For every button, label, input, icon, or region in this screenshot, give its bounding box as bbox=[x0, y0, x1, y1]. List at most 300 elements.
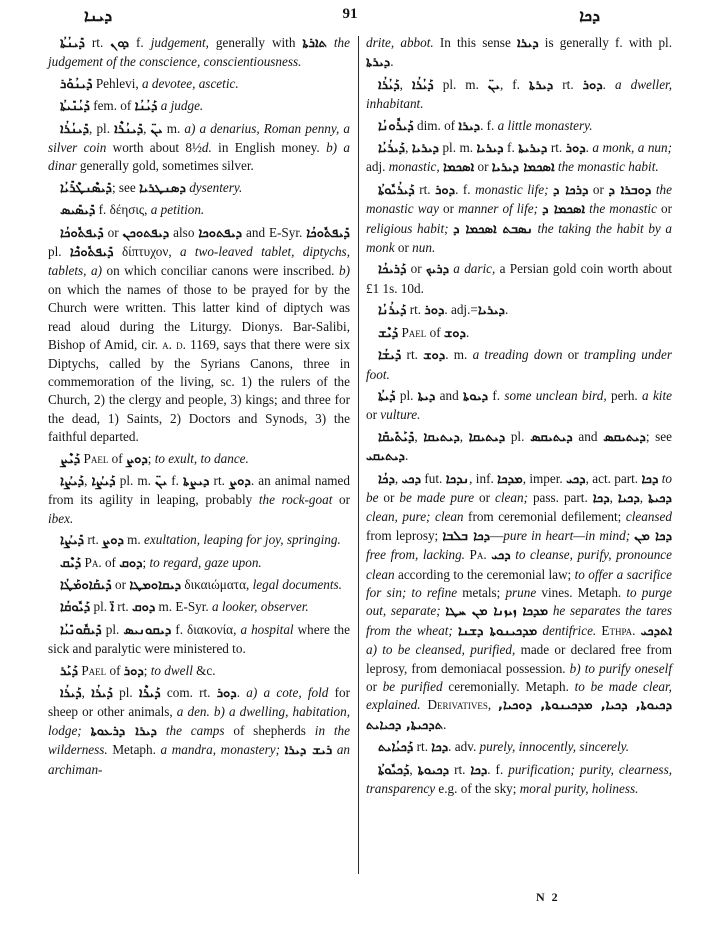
italic-gloss: pure in heart—in mind; bbox=[503, 527, 631, 543]
entry-text: . bbox=[602, 76, 615, 92]
entry-text: vines. Metaph. bbox=[536, 584, 627, 600]
italic-gloss: trampling under foot. bbox=[366, 347, 672, 382]
dictionary-entry bbox=[48, 120, 350, 176]
syriac-word: ܕܘܒܪܐ ܕ bbox=[608, 182, 652, 198]
syriac-word: ܕܝܬܝܩܣ bbox=[530, 429, 573, 445]
italic-gloss: a looker, observer. bbox=[212, 599, 309, 615]
entry-text: , act. part. bbox=[585, 470, 642, 486]
italic-gloss: to regard, gaze upon. bbox=[149, 554, 262, 570]
italic-gloss: a petition. bbox=[150, 202, 205, 218]
syriac-word: ܐܣܟܡܐ ܕ bbox=[542, 202, 586, 218]
italic-gloss: to dwell bbox=[150, 662, 193, 678]
syriac-word: ܕܟܐ bbox=[592, 490, 610, 506]
dictionary-entry bbox=[366, 181, 672, 258]
italic-gloss: dysentery. bbox=[185, 179, 243, 195]
entry-text: , bbox=[409, 761, 418, 777]
syriac-word: ܕܰܝܪܳܝܽܘܬܳܐ bbox=[378, 182, 415, 198]
italic-gloss: the camps bbox=[156, 722, 225, 738]
syriac-word: ܕܰܝܪܳܐ bbox=[91, 686, 113, 701]
entry-text: δίπτυχον, bbox=[113, 244, 180, 260]
syriac-word: ܕܰܝܨܳܐ bbox=[91, 473, 116, 489]
syriac-word: ܕܟܝܘܬܐ bbox=[417, 762, 450, 778]
syriac-word: ܡܕܟܐ bbox=[497, 471, 523, 487]
dictionary-entry bbox=[366, 470, 672, 736]
syriac-word: ܝܢ̈ bbox=[487, 77, 500, 93]
entry-text: on which conciliar canons were inscribed. bbox=[101, 263, 339, 279]
entry-text: or bbox=[474, 489, 496, 505]
italic-gloss: a) to be cleansed, purified, bbox=[366, 642, 516, 658]
syriac-word: ܕܺܝܢܳܬܳܐ bbox=[60, 36, 85, 51]
italic-gloss: he separates the tares from the wheat; bbox=[366, 603, 672, 638]
left-running-head: ܕܝܢܐ bbox=[84, 6, 113, 25]
entry-text: rt. bbox=[414, 181, 436, 197]
entry-text: according to the ceremonial law; bbox=[394, 566, 575, 582]
syriac-word: ܕܝܪܬܐ bbox=[529, 77, 554, 93]
italic-gloss: a monk, a nun; bbox=[592, 140, 673, 156]
right-running-head: ܕܟܐ bbox=[579, 6, 600, 25]
entry-text: or bbox=[366, 679, 383, 694]
entry-text: . f. bbox=[487, 761, 509, 777]
syriac-word: ܕܟܳܐ bbox=[378, 471, 395, 487]
syriac-word: ܕܝܬܝܩܐ bbox=[423, 429, 460, 445]
syriac-word: ܕܺܝܫܳܐ bbox=[378, 348, 402, 364]
entry-text: where the sick and paralytic were ministered to. bbox=[48, 621, 350, 657]
small-caps-term: Derivatives, bbox=[427, 697, 492, 713]
entry-text: in English money. bbox=[211, 140, 327, 156]
dictionary-entry bbox=[366, 761, 672, 799]
small-caps-term: Ethpa. bbox=[601, 622, 636, 638]
syriac-word: ܕܰܝܶܨ bbox=[60, 451, 81, 467]
dictionary-entry bbox=[48, 531, 350, 550]
dictionary-entry bbox=[366, 738, 672, 757]
syriac-word: ܕܘܨ bbox=[229, 473, 251, 489]
syriac-word: ܕܟܝܬܐ bbox=[648, 490, 672, 506]
syriac-word: ܕܟܐ bbox=[641, 471, 659, 487]
italic-gloss: an archiman- bbox=[48, 742, 350, 777]
entry-text: or bbox=[103, 224, 123, 240]
italic-gloss: a den. b) a dwelling, habitation, lodge; bbox=[48, 704, 350, 738]
syriac-word: ܪܝܫ ܕܝܪܐ bbox=[284, 743, 333, 759]
italic-gloss: a little monastery. bbox=[497, 117, 593, 133]
syriac-word: ܕܝܬܐ bbox=[417, 388, 436, 404]
syriac-word: ܕܘܪ bbox=[582, 77, 603, 93]
entry-text: of bbox=[101, 554, 120, 570]
italic-gloss: purely, innocently, sincerely. bbox=[479, 739, 630, 755]
entry-text: f. δέησις, bbox=[95, 202, 151, 218]
syriac-word: ܕܺܝܢܳܘܰܪ bbox=[60, 76, 93, 92]
dictionary-entry bbox=[366, 301, 672, 320]
dictionary-entry bbox=[48, 179, 350, 198]
entry-text: or bbox=[406, 261, 426, 277]
syriac-word: ܐܬܕܟܝ bbox=[640, 623, 673, 639]
italic-gloss: religious habit; bbox=[366, 220, 449, 236]
entry-text: 1169, says that there were six Diptychs, called by the Syrians Canons, three in commemoration of the living, sc. 1) the rulers of the Church, 2) the clergy and people, 3) kings; and three for the dead, 1) Saints, 2) Doctors and Synods, 3) the faithful departed. bbox=[48, 337, 350, 445]
italic-gloss: monastic, bbox=[388, 159, 440, 175]
entry-text: , f. bbox=[499, 76, 529, 92]
dictionary-entry bbox=[366, 139, 672, 178]
syriac-word: ܕܰܝܪܽܘܢܳܐ bbox=[378, 118, 414, 134]
entry-text: pl. bbox=[505, 428, 531, 444]
italic-gloss: a devotee, ascetic. bbox=[141, 75, 239, 91]
syriac-word: ܝܢ̈ bbox=[155, 473, 168, 489]
entry-text: ; bbox=[143, 662, 151, 678]
syriac-word: ܕܝܪܐ ܕܪܥܘܬܐ bbox=[90, 723, 157, 739]
entry-text: or bbox=[438, 201, 459, 217]
entry-text: pl. bbox=[112, 685, 139, 700]
italic-gloss: clean bbox=[434, 509, 464, 525]
entry-text: or bbox=[378, 489, 400, 505]
entry-text: δικαιώματα, bbox=[181, 576, 253, 592]
syriac-word: ܕܺܝܰܬܺܝܩܺܐ bbox=[378, 429, 415, 445]
syriac-word: ܕܝܬܝܩܐ bbox=[468, 429, 506, 445]
italic-gloss: a) a cote, fold bbox=[246, 685, 329, 700]
dictionary-entry bbox=[366, 428, 672, 467]
syriac-word: ܕܰܝܪܳܐ bbox=[60, 686, 82, 701]
entry-text: made or declared free from leprosy, from demoniacal possession. bbox=[366, 642, 673, 676]
entry-text: rt. bbox=[114, 599, 132, 615]
syriac-word: ܕܺܝܣܺܝܣ bbox=[60, 203, 96, 219]
dictionary-entry bbox=[48, 576, 350, 595]
syriac-word: ܕܰܝܳܪܳܐ bbox=[412, 77, 434, 93]
syriac-word: ܐ̈ bbox=[110, 600, 114, 616]
syriac-word: ܝܢ̈ bbox=[150, 121, 163, 137]
italic-gloss: drite, abbot. bbox=[366, 35, 434, 50]
syriac-word: ܕܰܝܳܢܺܝܬܳܐ bbox=[60, 99, 90, 115]
entry-text: com. rt. bbox=[160, 685, 217, 700]
syriac-word: ܕܟܝ bbox=[566, 471, 586, 487]
right-column bbox=[366, 34, 672, 801]
dictionary-entry bbox=[366, 76, 672, 114]
entry-text: pl. m. bbox=[115, 472, 156, 488]
syriac-word: ܕܺܝܣܶܢܛܶܪܺܝܳܐ bbox=[60, 180, 112, 196]
dictionary-entry bbox=[48, 97, 350, 116]
syriac-word: ܕܪܝܟ bbox=[425, 262, 450, 278]
italic-gloss: legal documents. bbox=[252, 576, 342, 592]
syriac-word: ܕܰܝܽܘܩܳܐ bbox=[60, 600, 91, 616]
syriac-word: ܕܝܪܬܐ bbox=[366, 55, 391, 71]
entry-text: and bbox=[435, 387, 463, 403]
entry-text: rt. bbox=[84, 532, 103, 548]
italic-gloss: be purified bbox=[382, 679, 443, 694]
syriac-word: ܕܝܪܝܐ bbox=[477, 303, 505, 319]
entry-text: . bbox=[465, 324, 470, 340]
entry-text: pass. part. bbox=[527, 489, 593, 505]
entry-text: f. bbox=[167, 472, 184, 488]
dictionary-entry bbox=[48, 472, 350, 528]
entry-text: rt. bbox=[553, 76, 583, 92]
italic-gloss: manner of life; bbox=[458, 201, 539, 217]
syriac-word: ܕܰܝܪܶܐ bbox=[138, 686, 161, 701]
italic-gloss: a treading down bbox=[472, 347, 563, 363]
page-number: 91 bbox=[342, 6, 358, 22]
entry-text: . bbox=[504, 302, 509, 318]
entry-text: fut. bbox=[421, 470, 446, 486]
entry-text: pl. bbox=[101, 621, 124, 637]
small-caps-term: Pael bbox=[81, 662, 107, 678]
entry-text: or bbox=[562, 347, 584, 363]
italic-gloss: prune bbox=[505, 584, 537, 600]
entry-text: — bbox=[490, 527, 504, 543]
entry-text: , bbox=[405, 140, 412, 156]
syriac-word: ܕܟܐ ܒܠܒܐ bbox=[442, 528, 491, 544]
italic-gloss: b) a dinar bbox=[48, 140, 350, 174]
entry-text: also bbox=[169, 224, 199, 240]
italic-gloss: purification; purity, clearness, transparency bbox=[366, 761, 672, 797]
entry-text: &c. bbox=[192, 662, 216, 678]
syriac-word: ܕܝܬܝܩܣ bbox=[603, 429, 646, 445]
entry-text: rt. bbox=[401, 347, 424, 363]
syriac-word: ܕܰܪܝܟܳܐ bbox=[378, 262, 407, 278]
italic-gloss: nun. bbox=[412, 240, 436, 256]
syriac-word: ܕܘܩ bbox=[119, 555, 143, 571]
italic-gloss: vulture. bbox=[380, 407, 421, 423]
dictionary-entry bbox=[366, 260, 672, 298]
small-caps-term: Pa. bbox=[469, 547, 487, 563]
entry-text: pl. m. bbox=[438, 140, 477, 156]
entry-text: , pl. bbox=[89, 120, 115, 136]
dictionary-entry bbox=[48, 684, 350, 779]
syriac-word: ܕܝܪܝܬܐ bbox=[518, 141, 548, 157]
syriac-word: ܕܪܟܐ ܕ bbox=[553, 182, 589, 198]
italic-gloss: some unclean bird, bbox=[504, 387, 607, 403]
page-header bbox=[40, 4, 660, 28]
entry-text: . bbox=[585, 140, 593, 156]
entry-text: Pehlevi, bbox=[92, 75, 142, 91]
entry-text: , imper. bbox=[522, 470, 567, 486]
small-caps-term: Pael bbox=[401, 324, 427, 340]
syriac-word: ܢܕܟܐ bbox=[445, 471, 470, 487]
dictionary-entry bbox=[48, 34, 350, 72]
entry-text: and E-Syr. bbox=[242, 224, 307, 240]
syriac-word: ܕܝܪܝܐ bbox=[476, 141, 504, 157]
italic-gloss: a two-leaved tablet, diptychs, tablets, a) bbox=[48, 244, 350, 279]
entry-text: , bbox=[394, 470, 402, 486]
dictionary-entry bbox=[48, 201, 350, 220]
syriac-word: ܕܘܪ bbox=[565, 141, 586, 157]
italic-gloss: cleansed bbox=[625, 509, 672, 525]
syriac-word: ܕܣܢܛܪܝܐ bbox=[139, 180, 186, 196]
italic-gloss: be made pure bbox=[399, 489, 475, 505]
entry-text: ; see bbox=[111, 179, 140, 195]
italic-gloss: the taking the habit by a monk bbox=[366, 220, 673, 256]
italic-gloss: dentifrice. bbox=[537, 622, 597, 638]
syriac-word: ܕܟܐ bbox=[470, 762, 488, 778]
entry-text: rt. bbox=[413, 739, 432, 755]
syriac-word: ܕܰܝܬܳܐ bbox=[378, 388, 396, 404]
syriac-word: ܐܣܟܡܐ bbox=[442, 160, 475, 176]
italic-gloss: the monastic bbox=[585, 201, 657, 217]
dictionary-entry bbox=[48, 598, 350, 617]
entry-text: , bbox=[84, 472, 92, 488]
italic-gloss: a kite bbox=[642, 387, 672, 403]
italic-gloss: to exult, to dance. bbox=[154, 450, 249, 466]
entry-text: , bbox=[459, 428, 469, 444]
entry-text: f. διακονία, bbox=[171, 621, 241, 637]
entry-text: . adj.= bbox=[444, 302, 478, 318]
syriac-word: ܕܝܪܝܐ bbox=[411, 141, 439, 157]
entry-text: , inf. bbox=[469, 470, 498, 486]
italic-gloss: b) to purify oneself bbox=[569, 660, 672, 676]
entry-text: . bbox=[236, 685, 247, 700]
entry-text: ; see bbox=[645, 428, 673, 444]
syriac-word: ܕܘܪ bbox=[435, 182, 456, 198]
syriac-word: ܢܣܒܬ ܐܣܟܡܐ ܕ bbox=[453, 221, 533, 237]
entry-text: or bbox=[366, 407, 381, 423]
syriac-word: ܕܺܝܦܬܽܘܟܶܐ bbox=[69, 245, 114, 261]
entry-text: . bbox=[443, 716, 447, 732]
entry-text: rt. bbox=[406, 302, 425, 318]
syriac-word: ܕܺܝܩܰܐܘܡܰܛܳܐ bbox=[60, 577, 112, 593]
italic-gloss: free from, lacking. bbox=[366, 547, 465, 563]
italic-gloss: the judgement of the conscience, conscientiousness. bbox=[48, 35, 350, 70]
small-caps-term: Pa. bbox=[84, 554, 102, 570]
dictionary-entry bbox=[366, 34, 672, 73]
dictionary-entry bbox=[48, 224, 350, 447]
italic-gloss: moral purity, holiness. bbox=[519, 781, 639, 797]
syriac-word: ܕܘܩ bbox=[131, 600, 156, 616]
syriac-word: ܕܝܩܐܘܡܛܐ bbox=[129, 577, 182, 593]
syriac-word: ܕܝܦܬܘܟܐ bbox=[198, 225, 243, 241]
entry-text: e.g. of the sky; bbox=[435, 781, 520, 797]
entry-text: f. bbox=[129, 35, 151, 50]
syriac-word: ܕܺܝܨܳܐ bbox=[60, 533, 85, 549]
syriac-word: ܕܰܝܰܪ bbox=[60, 663, 79, 679]
italic-gloss: the rock-goat bbox=[258, 492, 333, 508]
entry-text: from ceremonial defilement; bbox=[463, 509, 626, 525]
syriac-word: ܕܝܘܬܐ bbox=[462, 388, 489, 404]
italic-gloss: ibex. bbox=[48, 510, 74, 526]
dictionary-entry bbox=[48, 621, 350, 659]
entry-text: , bbox=[81, 685, 92, 700]
entry-text: or bbox=[474, 159, 492, 175]
italic-gloss: a) a denarius, Roman penny, a silver coin bbox=[48, 120, 351, 156]
entry-text: . bbox=[390, 54, 394, 70]
entry-text: . an animal named from its agility in leaping, probably bbox=[48, 472, 350, 508]
entry-text bbox=[82, 723, 91, 738]
entry-text: or bbox=[332, 492, 350, 508]
syriac-word: ܕܟܝ bbox=[401, 471, 422, 487]
syriac-word: ܕܰܝܪܳܢܳܐ bbox=[378, 303, 407, 319]
italic-gloss: the monastic way bbox=[366, 181, 672, 217]
italic-gloss: judgement, bbox=[150, 35, 209, 50]
entry-text: perh. bbox=[606, 387, 643, 403]
entry-text: generally with bbox=[208, 35, 303, 50]
entry-text: . m. bbox=[445, 347, 473, 363]
entry-text: m. bbox=[162, 120, 185, 136]
syriac-word: ܕܘܨ bbox=[125, 451, 148, 467]
syriac-word: ܬܐܪܬܐ bbox=[302, 36, 327, 51]
entry-text: , bbox=[609, 489, 618, 505]
syriac-word: ܕܝܬܝܩܝ bbox=[366, 449, 405, 465]
entry-text: for sheep or other animals, bbox=[48, 685, 351, 720]
italic-gloss: b) bbox=[339, 263, 350, 279]
italic-gloss: the monastic habit. bbox=[554, 159, 659, 175]
entry-text: ; bbox=[142, 554, 150, 570]
entry-text: , bbox=[414, 428, 424, 444]
italic-gloss: to be made clear, explained. bbox=[366, 679, 672, 713]
entry-text: or bbox=[394, 240, 413, 256]
entry-text: m. bbox=[123, 532, 145, 548]
entry-text: or bbox=[588, 181, 609, 197]
italic-gloss: a mandra, monastery; bbox=[160, 742, 281, 758]
entry-text: m. E-Syr. bbox=[155, 599, 213, 615]
entry-text: ; bbox=[147, 450, 155, 466]
syriac-word: ܕܟܐ bbox=[431, 740, 449, 756]
entry-text: . f. bbox=[455, 181, 476, 197]
entry-text: and bbox=[572, 428, 604, 444]
entry-text: rt. bbox=[209, 472, 230, 488]
small-caps-term: Pael bbox=[83, 450, 109, 466]
syriac-word: ܕܺܝܢܳܪܶܐ bbox=[114, 121, 144, 137]
dictionary-entry bbox=[366, 324, 672, 343]
entry-text: of bbox=[426, 324, 444, 340]
syriac-word: ܕܝܩܘܢܝܣ bbox=[123, 622, 172, 638]
dictionary-entry bbox=[48, 554, 350, 573]
italic-gloss: a judge. bbox=[157, 98, 204, 114]
syriac-word: ܕܰܝܶܩ bbox=[60, 555, 82, 571]
entry-text: . bbox=[404, 448, 409, 464]
entry-text: or bbox=[111, 576, 130, 592]
entry-text: rt. bbox=[547, 140, 566, 156]
syriac-word: ܡܕܟܐ ܙܝܙܢܐ ܡܢ ܚܛܐ bbox=[445, 604, 549, 620]
italic-gloss: to offer a sacrifice for sin; to refine bbox=[366, 566, 672, 600]
italic-gloss: to purge out, separate; bbox=[366, 584, 673, 619]
syriac-word: ܕܰܝܪܳܝܳܐ bbox=[378, 141, 406, 157]
entry-text: of bbox=[106, 662, 124, 678]
syriac-word: ܕܰܟܝܽܘܬܳܐ bbox=[378, 762, 410, 778]
syriac-word: ܕܝܦܬܘܟܢ bbox=[122, 225, 170, 241]
entry-text: on which the names of those to be prayed for by the Church were written. This latter kind of diptych was read aloud during the Liturgy. Dionys. Bar-Salibi, Bishop of Amid, cir. bbox=[48, 281, 350, 353]
italic-gloss: d. bbox=[201, 140, 212, 156]
italic-gloss: a dweller, inhabitant. bbox=[366, 76, 673, 112]
entry-text: rt. bbox=[449, 761, 471, 777]
entry-text: of bbox=[108, 450, 126, 466]
italic-gloss: a daric, bbox=[449, 261, 496, 277]
entry-text: ceremonially. Metaph. bbox=[442, 679, 575, 694]
syriac-word: ܕܟܝܘܬܐ, ܕܟܝܐ, ܡܕܟܝܢܘܬܐ, ܕܘܟܝܐ, ܬܕܟܝܬܐ, ܕܟܝܐܝܬ bbox=[366, 698, 673, 733]
syriac-word: ܕܝܨܬܐ bbox=[183, 473, 210, 489]
syriac-word: ܕܘܪ bbox=[216, 686, 237, 701]
entry-text: f. bbox=[503, 140, 519, 156]
entry-text: fem. of bbox=[89, 98, 135, 114]
entry-text: is generally f. with pl. bbox=[538, 35, 672, 50]
syriac-word: ܕܟܝܐ bbox=[617, 490, 640, 506]
column-divider bbox=[358, 36, 359, 874]
entry-text: dim. of bbox=[413, 117, 459, 133]
entry-text: adj. bbox=[366, 159, 389, 175]
entry-text: pl. bbox=[48, 244, 70, 260]
entry-text: pl. bbox=[90, 599, 111, 615]
left-column bbox=[48, 34, 350, 782]
entry-text: Metaph. bbox=[107, 742, 161, 758]
syriac-word: ܕܘܪ bbox=[123, 663, 144, 679]
entry-text: or bbox=[656, 201, 672, 217]
entry-text: , bbox=[399, 76, 413, 92]
dictionary-entry bbox=[366, 387, 672, 425]
entry-text: worth about 8½ bbox=[106, 140, 202, 156]
syriac-word: ܡܕܟܝܢܘܬܐ ܕܫܢܐ bbox=[457, 623, 538, 639]
syriac-word: ܕܘܪ bbox=[424, 303, 445, 319]
entry-text: In this sense bbox=[433, 35, 517, 50]
small-caps-term: a. d. bbox=[162, 337, 186, 353]
entry-text: metals; bbox=[457, 584, 506, 600]
syriac-word: ܕܘܫ bbox=[423, 348, 446, 364]
entry-text: , bbox=[639, 489, 649, 505]
dictionary-entry bbox=[48, 450, 350, 469]
entry-text: . adv. bbox=[448, 739, 480, 755]
syriac-word: ܕܰܝܶܫ bbox=[378, 325, 399, 341]
italic-gloss: to cleanse, purify, pronounce clean bbox=[366, 547, 672, 582]
